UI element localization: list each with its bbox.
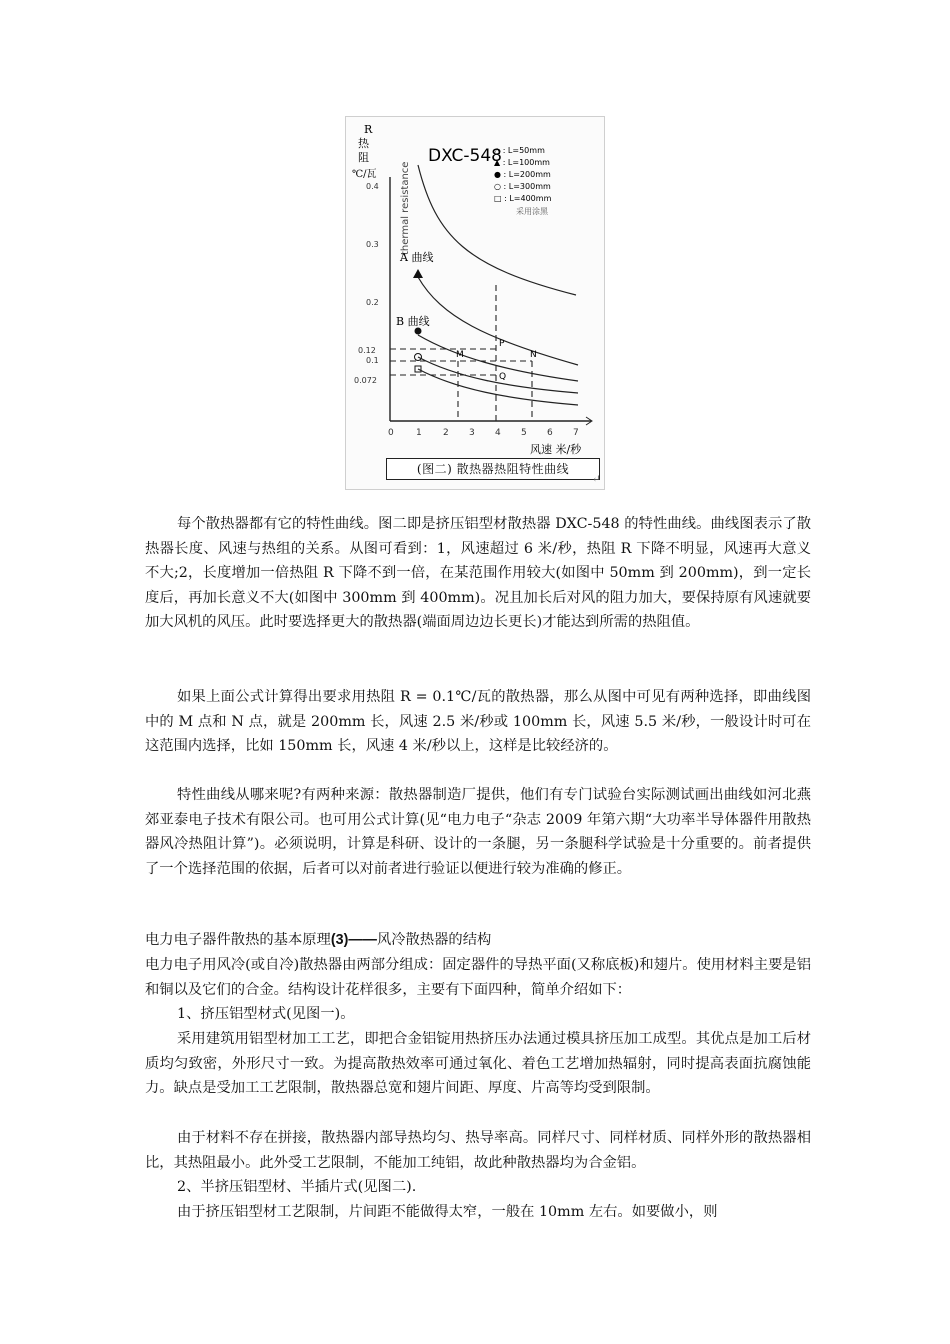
point-m: M [456,350,464,360]
x-tick-2: 2 [443,428,449,438]
y-tick-0.072: 0.072 [354,376,377,385]
point-n: N [530,350,537,360]
y-ticks [354,182,379,385]
heading-bold: (3)—— [330,932,377,948]
curve-b-label: B 曲线 [396,315,430,328]
point-p: P [499,339,505,349]
legend-l400: □ : L=400mm [494,194,552,203]
x-tick-3: 3 [469,428,475,438]
y-axis-title-unit: ℃/瓦 [352,169,377,180]
legend-l50: △ : L=50mm [494,146,545,155]
return-mark: ↵ [592,474,601,485]
x-ticks [388,428,579,438]
legend-l300: ○ : L=300mm [494,182,551,191]
y-tick-0.4: 0.4 [366,182,379,191]
y-tick-0.12: 0.12 [358,346,376,355]
thermal-resistance-chart-figure [345,116,605,490]
point-q: Q [499,372,507,382]
paragraph-extrusion-advantage: 由于材料不存在拼接，散热器内部导热均匀、热导率高。同样尺寸、同样材质、同样外形的散热器相比，其热阻最小。此外受工艺限制，不能加工纯铝，故此种散热器均为合金铝。 [145,1130,811,1171]
heading-pre: 电力电子器件散热的基本原理 [145,932,331,948]
legend-l200: ● : L=200mm [494,170,551,179]
paragraph-selection: 如果上面公式计算得出要求用热阻 R = 0.1℃/瓦的散热器，那么从图中可见有两种选择，即曲线图中的 M 点和 N 点，就是 200mm 长，风速 2.5 米/秒或 100mm 长，风速 5.5 米/秒，一般设计时可在这范围内选择，比如 150mm 长，风速 4 米/秒以上，这样是比较经济的。 [145,689,811,754]
y-tick-0.3: 0.3 [366,240,379,249]
curve-a-label: A 曲线 [400,251,434,264]
chart-svg [346,117,604,489]
paragraph-fin-spacing: 由于挤压铝型材工艺限制，片间距不能做得太窄，一般在 10mm 左右。如要做小，则 [177,1204,718,1220]
y-axis-title-re: 热 [358,137,369,150]
y-tick-0.2: 0.2 [366,298,379,307]
paragraph-item-2: 2、半挤压铝型材、半插片式(见图二). [177,1179,417,1195]
paragraph-item-1: 1、挤压铝型材式(见图一)。 [177,1006,355,1022]
section-heading [145,928,491,952]
paragraph-curve-source: 特性曲线从哪来呢?有两种来源：散热器制造厂提供，他们有专门试验台实际测试画出曲线如河北燕郊亚泰电子技术有限公司。也可用公式计算(见“电力电子“杂志 2009 年第六期“大功率半导体器件用散热器风冷热阻计算”)。必须说明，计算是科研、设计的一条腿，另一条腿科学试验是十分重要的。前者提供了一个选择范围的依据，后者可以对前者进行验证以便进行较为准确的修正。 [145,787,811,877]
figure-caption: (图二) 散热器热阻特性曲线 [386,458,600,480]
y-axis-title-r: R [364,123,373,136]
marker-l100 [413,269,423,278]
marker-l200 [415,328,422,335]
heading-post: 风冷散热器的结构 [376,932,492,948]
legend-l100: ▲ : L=100mm [494,158,550,167]
model-title: DXC-548 [428,146,502,166]
x-axis-label: 风速 米/秒 [530,443,582,456]
y-axis-title-zu: 阻 [358,151,369,164]
x-tick-5: 5 [521,428,527,438]
x-tick-7: 7 [573,428,579,438]
x-tick-0: 0 [388,428,394,438]
x-tick-1: 1 [416,428,422,438]
paragraph-characteristic-curve: 每个散热器都有它的特性曲线。图二即是挤压铝型材散热器 DXC-548 的特性曲线。曲线图表示了散热器长度、风速与热组的关系。从图可看到：1，风速超过 6 米/秒，热阻 R 下降不明显，风速再大意义不大;2，长度增加一倍热阻 R 下降不到一倍，在某范围作用较大(如图中 50mm 到 200mm)，到一定长度后，再加长意义不大(如图中 300mm 到 400mm)。况且加长后对风的阻力加大，要保持原有风速就要加大风机的风压。此时要选择更大的散热器(端面周边边长更长)才能达到所需的热阻值。 [145,516,811,630]
x-tick-6: 6 [547,428,553,438]
legend [494,146,552,216]
y-tick-0.1: 0.1 [366,356,379,365]
thermal-resistance-label: thermal resistance [400,161,411,255]
legend-note: 采用涂黑 [516,207,548,216]
curve-l100 [418,277,578,365]
x-tick-4: 4 [495,428,501,438]
curve-l400 [418,369,578,405]
paragraph-extrusion: 采用建筑用铝型材加工工艺，即把合金铝锭用热挤压办法通过模具挤压加工成型。其优点是加工后材质均匀致密，外形尺寸一致。为提高散热效率可通过氧化、着色工艺增加热辐射，同时提高表面抗腐蚀能力。缺点是受加工工艺限制，散热器总宽和翅片间距、厚度、片高等均受到限制。 [145,1031,811,1096]
paragraph-structure-intro: 电力电子用风冷(或自冷)散热器由两部分组成：固定器件的导热平面(又称底板)和翅片。使用材料主要是铝和铜以及它们的合金。结构设计花样很多，主要有下面四种，简单介绍如下： [145,957,811,998]
